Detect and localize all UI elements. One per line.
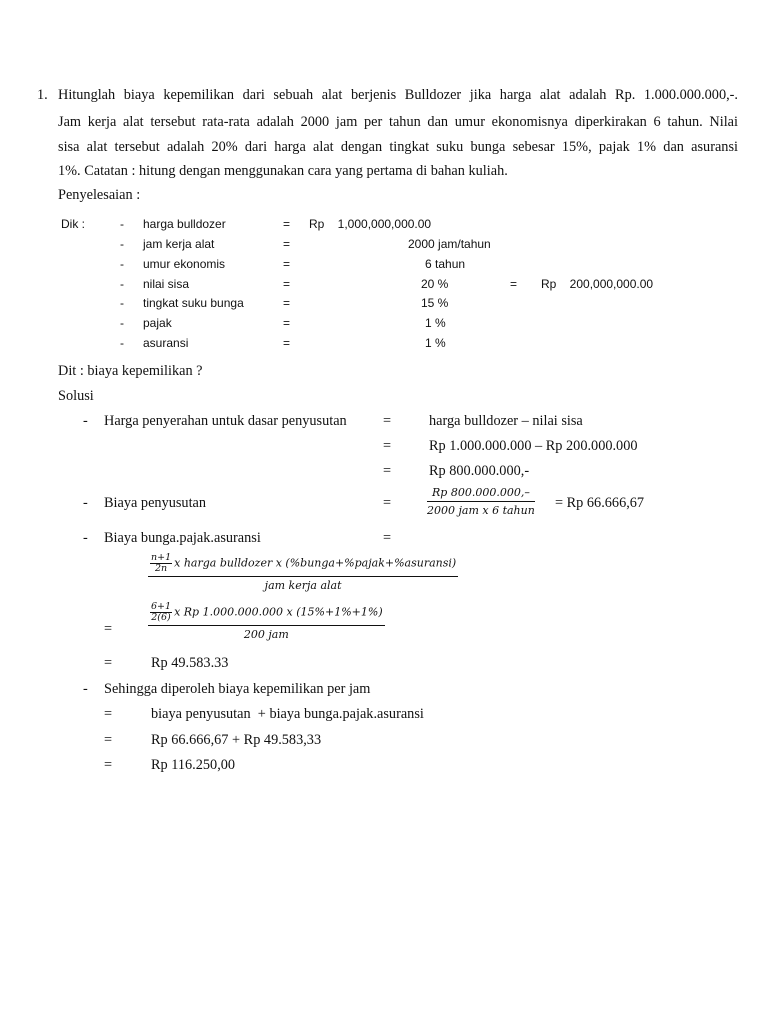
dik-eq: = [283, 217, 291, 231]
dik-eq: = [283, 336, 291, 350]
bunga-result: Rp 49.583.33 [151, 655, 229, 671]
bunga-label: Biaya bunga.pajak.asuransi [104, 530, 261, 546]
dik-value: 20 % [421, 277, 449, 291]
step-dash: - [83, 413, 88, 429]
step-eq: = [383, 438, 392, 454]
bunga-formula-general [148, 553, 458, 592]
dik-eq: = [283, 277, 291, 291]
harga-penyerahan-label: Harga penyerahan untuk dasar penyusutan [104, 413, 347, 429]
penyusutan-label: Biaya penyusutan [104, 495, 207, 511]
dik-dash: - [120, 277, 124, 291]
small-fraction: $\frac{n+1}{2n}$ [151, 552, 172, 574]
dik-dash: - [120, 257, 124, 271]
dik-extra-eq: = [510, 277, 518, 291]
step-eq: = [383, 530, 392, 546]
small-fraction: $\frac{6+1}{2(6)}$ [151, 601, 172, 623]
question-line-1: Hitunglah biaya kepemilikan dari sebuah alat berjenis Bulldozer jika harga alat adalah Rp. 1.000.000.000,-. [58, 87, 738, 103]
step-eq: = [383, 413, 392, 429]
dik-name: jam kerja alat [143, 237, 215, 251]
step-eq: = [104, 706, 113, 722]
penyusutan-numerator: Rp 800.000.000,– [427, 486, 535, 502]
question-line-4: 1%. Catatan : hitung dengan menggunakan cara yang pertama di bahan kuliah. [58, 163, 508, 179]
dik-eq: = [283, 257, 291, 271]
harga-penyerahan-line: Rp 1.000.000.000 – Rp 200.000.000 [429, 438, 638, 454]
step-dash: - [83, 495, 88, 511]
dik-dash: - [120, 296, 124, 310]
dik-name: harga bulldozer [143, 217, 226, 231]
dik-value: 15 % [421, 296, 449, 310]
step-eq: = [383, 463, 392, 479]
step-eq: = [383, 495, 392, 511]
penyusutan-fraction [427, 486, 535, 517]
dik-label: Dik : [61, 217, 85, 231]
dik-name: pajak [143, 316, 172, 330]
dik-eq: = [283, 237, 291, 251]
penyusutan-result: = Rp 66.666,67 [555, 495, 645, 511]
dik-name: nilai sisa [143, 277, 190, 291]
question-number: 1. [37, 87, 48, 103]
question-line-2: Jam kerja alat tersebut rata-rata adalah 2000 jam per tahun dan umur ekonomisnya diperkirakan 6 tahun. Nilai [58, 114, 738, 130]
dik-name: asuransi [143, 336, 189, 350]
dik-eq: = [283, 316, 291, 330]
bunga-formula-numerator: $\frac{6+1}{2(6)}$ x Rp 1.000.000.000 x (15%+1%+1%) [148, 602, 385, 626]
bunga-formula-denominator: 200 jam [243, 628, 289, 641]
solution-heading: Penyelesaian : [58, 187, 141, 203]
question-line-3: sisa alat tersebut adalah 20% dari harga alat dengan tingkat suku bunga sebesar 15%, pajak 1% dan asuransi [58, 139, 738, 155]
dik-value: 6 tahun [425, 257, 466, 271]
total-line: Rp 66.666,67 + Rp 49.583,33 [151, 732, 322, 748]
harga-penyerahan-line: Rp 800.000.000,- [429, 463, 530, 479]
dik-value: Rp 1,000,000,000.00 [309, 217, 432, 231]
penyusutan-denominator: 2000 jam x 6 tahun [427, 504, 535, 517]
step-eq: = [104, 757, 113, 773]
dik-value: 1 % [425, 336, 446, 350]
bunga-formula-denominator: jam kerja alat [264, 579, 342, 592]
dik-value: 2000 jam/tahun [408, 237, 491, 251]
total-result: Rp 116.250,00 [151, 757, 236, 773]
step-eq: = [104, 655, 113, 671]
dik-name: umur ekonomis [143, 257, 226, 271]
dik-dash: - [120, 336, 124, 350]
bunga-formula-numerator: $\frac{n+1}{2n}$ x harga bulldozer x (%bunga+%pajak+%asuransi) [148, 553, 458, 577]
dik-value: 1 % [425, 316, 446, 330]
step-eq: = [104, 621, 113, 637]
bunga-formula-substituted [148, 602, 385, 641]
step-dash: - [83, 530, 88, 546]
dik-dash: - [120, 316, 124, 330]
step-dash: - [83, 681, 88, 697]
dik-name: tingkat suku bunga [143, 296, 244, 310]
solusi-heading: Solusi [58, 388, 94, 404]
total-label: Sehingga diperoleh biaya kepemilikan per jam [104, 681, 371, 697]
dik-dash: - [120, 217, 124, 231]
dik-dash: - [120, 237, 124, 251]
harga-penyerahan-line: harga bulldozer – nilai sisa [429, 413, 583, 429]
dik-extra-value: Rp 200,000,000.00 [541, 277, 654, 291]
dik-eq: = [283, 296, 291, 310]
step-eq: = [104, 732, 113, 748]
total-line: biaya penyusutan + biaya bunga.pajak.asuransi [151, 706, 424, 722]
dit-line: Dit : biaya kepemilikan ? [58, 363, 203, 379]
